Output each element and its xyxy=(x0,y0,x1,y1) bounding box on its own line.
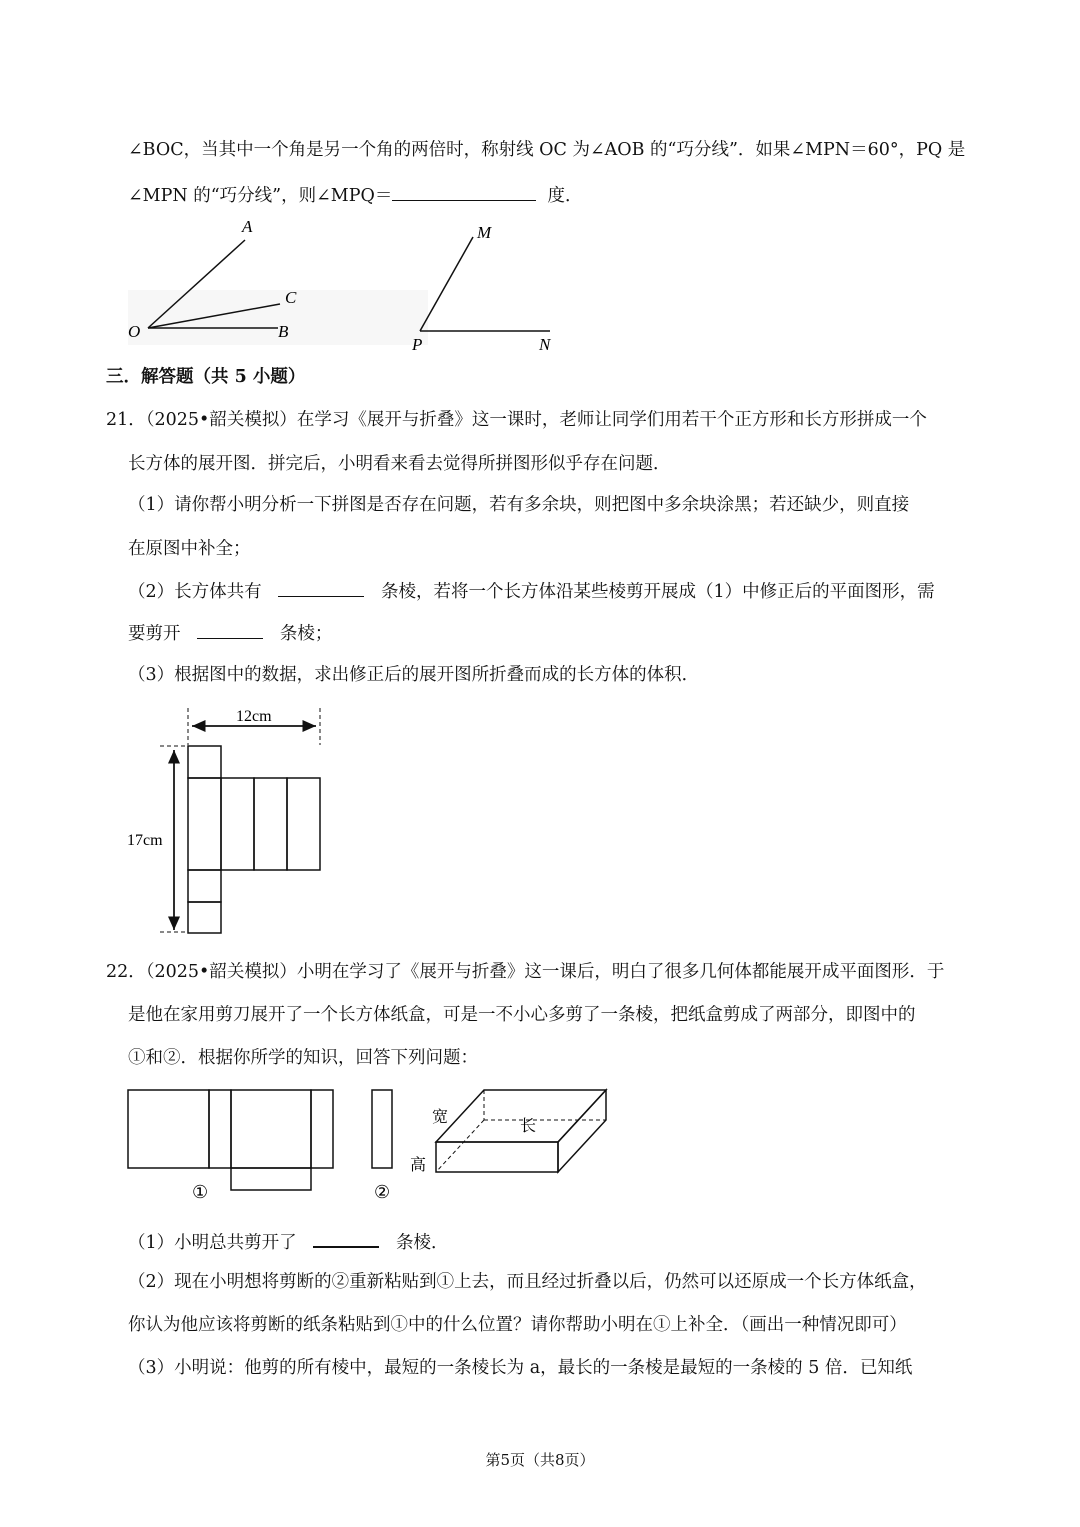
q21-line-5-rest: 条棱，若将一个长方体沿某些棱剪开展成（1）中修正后的平面图形，需 xyxy=(381,582,935,602)
angle-aob-figure xyxy=(120,212,320,352)
angle-mpn-figure xyxy=(400,215,570,355)
answer-blank[interactable] xyxy=(313,1228,379,1248)
height-label-17cm: 17cm xyxy=(127,832,163,849)
q22-line-6: 你认为他应该将剪断的纸条粘贴到①中的什么位置？请你帮助小明在①上补全．（画出一种情况即可） xyxy=(128,1315,907,1335)
section-3-title: 三．解答题（共 5 小题） xyxy=(106,367,306,387)
q21-line-6-rest: 条棱； xyxy=(279,624,333,644)
q22-line-7: （3）小明说：他剪的所有棱中，最短的一条棱长为 a，最长的一条棱是最短的一条棱的 5 倍．已知纸 xyxy=(128,1358,913,1378)
width-label-12cm: 12cm xyxy=(236,708,272,725)
q21-line-1: 21．（2025•韶关模拟）在学习《展开与折叠》这一课时，老师让同学们用若干个正方形和长方形拼成一个 xyxy=(106,410,927,430)
cuboid-net-figure xyxy=(120,700,360,945)
box-3d-figure xyxy=(410,1082,620,1182)
q22-line-5: （2）现在小明想将剪断的②重新粘贴到①上去，而且经过折叠以后，仍然可以还原成一个长方体纸盒， xyxy=(128,1272,927,1292)
label-length: 长 xyxy=(520,1118,537,1135)
label-piece-2: ② xyxy=(374,1182,391,1202)
answer-blank[interactable] xyxy=(392,182,536,201)
label-m: M xyxy=(477,223,492,242)
label-piece-1: ① xyxy=(192,1182,209,1202)
label-height: 高 xyxy=(410,1157,427,1174)
q21-line-5-text: （2）长方体共有 xyxy=(128,582,262,602)
q22-line-3: ①和②．根据你所学的知识，回答下列问题： xyxy=(128,1048,478,1068)
q21-line-6 xyxy=(128,620,332,646)
label-o: O xyxy=(128,322,141,341)
page-footer: 第5页（共8页） xyxy=(485,1451,595,1469)
label-p: P xyxy=(412,335,423,354)
q20-line-1: ∠BOC，当其中一个角是另一个角的两倍时，称射线 OC 为∠AOB 的“巧分线”．如果∠MPN＝60°，PQ 是 xyxy=(128,140,966,160)
q20-line-2 xyxy=(128,182,582,208)
box-strip-figure-2 xyxy=(362,1082,407,1204)
q21-line-6-text: 要剪开 xyxy=(128,624,181,644)
label-a: A xyxy=(242,217,253,236)
box-net-figure-1 xyxy=(120,1082,350,1204)
q21-line-5 xyxy=(128,578,935,604)
q21-line-3: （1）请你帮小明分析一下拼图是否存在问题，若有多余块，则把图中多余块涂黑；若还缺少，则直接 xyxy=(128,495,910,515)
q21-line-2: 长方体的展开图．拼完后，小明看来看去觉得所拼图形似乎存在问题． xyxy=(128,454,671,474)
q21-line-4: 在原图中补全； xyxy=(128,539,251,559)
q22-line-4 xyxy=(128,1228,449,1255)
q20-line-2-unit: 度． xyxy=(547,186,583,206)
q20-line-2-text: ∠MPN 的“巧分线”，则∠MPQ＝ xyxy=(128,186,393,206)
q21-line-7: （3）根据图中的数据，求出修正后的展开图所折叠而成的长方体的体积． xyxy=(128,665,700,685)
answer-blank[interactable] xyxy=(278,578,364,597)
q22-line-4-rest: 条棱． xyxy=(396,1233,449,1253)
label-width: 宽 xyxy=(432,1109,449,1126)
q22-line-4-text: （1）小明总共剪开了 xyxy=(128,1233,297,1253)
label-n: N xyxy=(539,335,551,354)
label-c: C xyxy=(285,288,297,307)
answer-blank[interactable] xyxy=(197,620,263,639)
q22-line-1: 22．（2025•韶关模拟）小明在学习了《展开与折叠》这一课后，明白了很多几何体都能展开成平面图形．于 xyxy=(106,962,945,982)
q22-line-2: 是他在家用剪刀展开了一个长方体纸盒，可是一不小心多剪了一条棱，把纸盒剪成了两部分，即图中的 xyxy=(128,1005,916,1025)
label-b: B xyxy=(278,322,289,341)
